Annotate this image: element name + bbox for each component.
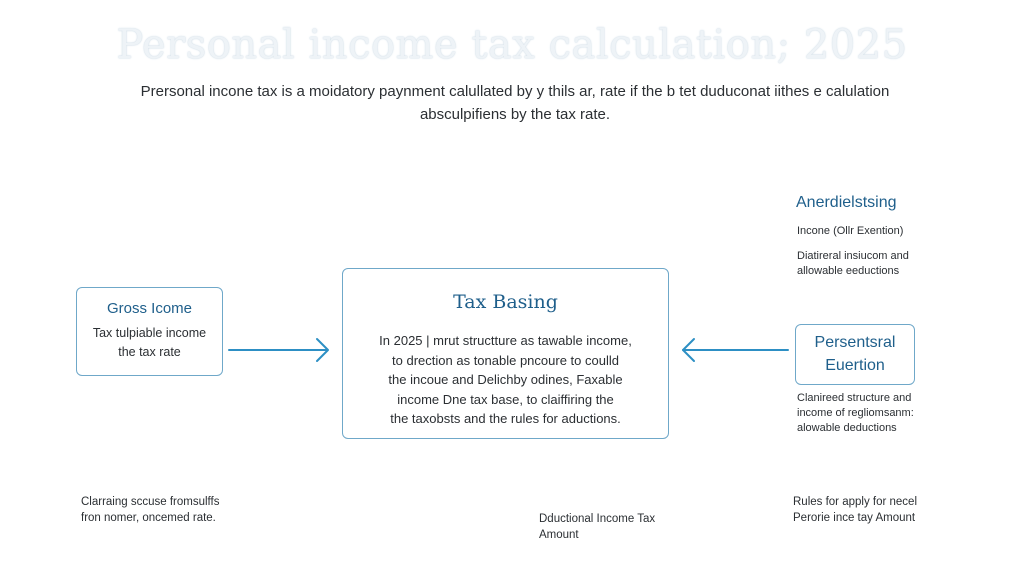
side-panel-title: Anerdielstsing [796, 194, 897, 211]
tax-basing-line: the taxobsts and the rules for aductions. [390, 411, 621, 426]
arrow-exemption-to-tax [683, 339, 788, 361]
tax-basing-line: the incoue and Delichby odines, Faxable [388, 372, 623, 387]
tax-basing-title: Tax Basing [453, 291, 558, 313]
intro-line-2: absculpifiens by the tax rate. [419, 106, 611, 123]
side-panel-line: Incone (Ollr Exention) [797, 225, 904, 237]
footer-line: Rules for apply for necel [793, 496, 918, 508]
tax-basing-line: In 2025 | mrut structture as tawable income, [379, 333, 632, 348]
footer-line: Perorie ince tay Amount [793, 512, 916, 524]
footer-line: Amount [539, 529, 579, 541]
note-line: Clanireed structure and [797, 392, 912, 404]
gross-income-line: the tax rate [118, 345, 181, 359]
footer-line: fron nomer, oncemed rate. [81, 512, 216, 524]
page-title: Personal income tax calculation; 2025 [116, 22, 908, 68]
personal-exemption-title-line: Persentsral [814, 334, 896, 351]
tax-basing-line: income Dne tax base, to claiffiring the [397, 391, 614, 407]
gross-income-line: Tax tulpiable income [92, 326, 207, 340]
personal-exemption-title-line: Euertion [825, 357, 885, 374]
arrow-gross-to-tax [229, 339, 328, 361]
footer-line: Dductional Income Tax [539, 513, 656, 525]
tax-basing-line: to drection as tonable pncoure to coulld [392, 352, 619, 368]
intro-line-1: Prersonal incone tax is a moidatory paynment calullated by y thils ar, rate if the b tet duduconat iithes e calulation [140, 83, 890, 100]
gross-income-title: Gross Icome [106, 300, 193, 317]
note-line: income of regliomsanm: [797, 407, 914, 419]
footer-line: Clarraing sccuse fromsulffs [81, 496, 220, 508]
side-panel-line: Diatireral insiucom and [797, 250, 909, 262]
note-line: alowable deductions [797, 422, 897, 434]
side-panel-line: allowable eeductions [797, 265, 900, 277]
